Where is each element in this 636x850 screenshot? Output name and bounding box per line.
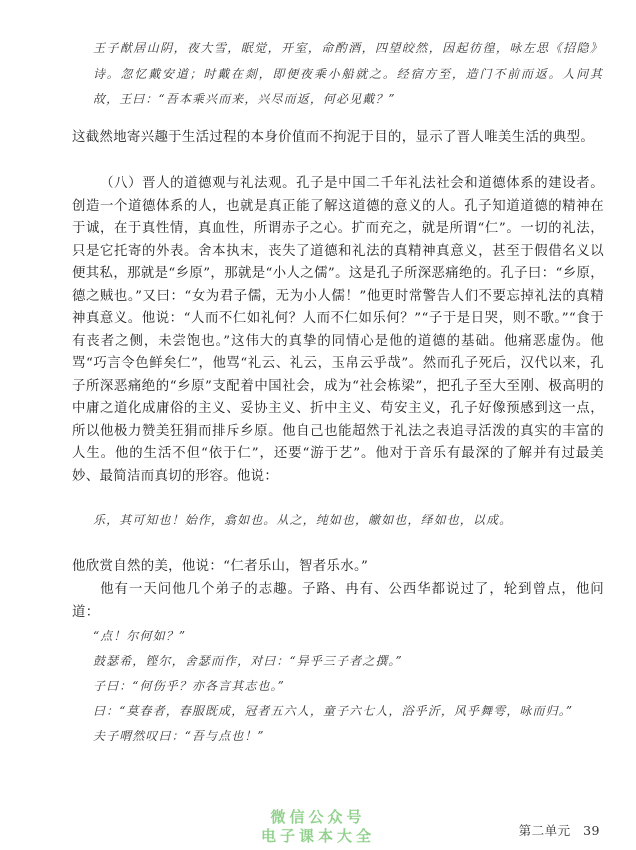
quote-on-music: 乐，其可知也！始作，翕如也。从之，纯如也，皦如也，绎如也，以成。 bbox=[93, 513, 513, 527]
dialogue-line: 子曰：“何伤乎？亦各言其志也。” bbox=[93, 679, 285, 693]
paragraph-disciples-aims: 他有一天问他几个弟子的志趣。子路、冉有、公西华都说过了，轮到曾点，他问道： bbox=[72, 582, 604, 620]
paragraph-aesthetic-life: 这截然地寄兴趣于生活过程的本身价值而不拘泥于目的，显示了晋人唯美生活的典型。 bbox=[72, 130, 595, 145]
dialogue-block bbox=[93, 624, 603, 749]
dialogue-line: 鼓瑟希，铿尔，舍瑟而作，对曰：“异乎三子者之撰。” bbox=[93, 654, 403, 668]
quote-wang-ziyou: 王子猷居山阴，夜大雪，眠觉，开室，命酌酒，四望皎然，因起彷徨，咏左思《招隐》诗。忽忆戴安道；时戴在剡，即便夜乘小船就之。经宿方至，造门不前而返。人问其故，王曰：“吾本乘兴而来，兴尽而返，何必见戴？” bbox=[93, 41, 603, 106]
unit-label: 第二单元 bbox=[518, 823, 571, 838]
paragraph-nature-beauty: 他欣赏自然的美，他说：“仁者乐山，智者乐水。” bbox=[72, 559, 369, 574]
page-number: 39 bbox=[583, 823, 600, 838]
paragraph-morality-and-ritual: （八）晋人的道德观与礼法观。孔子是中国二千年礼法社会和道德体系的建设者。创造一个道德体系的人，也就是真正能了解这道德的意义的人。孔子知道道德的精神在于诚，在于真性情，真血性，所谓赤子之心。扩而充之，就是所谓“仁”。一切的礼法，只是它托寄的外表。舍本执末，丧失了道德和礼法的真精神真意义，甚至于假借名义以便其私，那就是“乡原”，那就是“小人之儒”。这是孔子所深恶痛绝的。孔子曰：“乡原，德之贼也。”又曰：“女为君子儒，无为小人儒！”他更时常警告人们不要忘掉礼法的真精神真意义。他说：“人而不仁如礼何？人而不仁如乐何？”“子于是日哭，则不歌。”“食于有丧者之侧，未尝饱也。”这伟大的真挚的同情心是他的道德的基础。他痛恶虚伪。他骂“巧言令色鲜矣仁”，他骂“礼云、礼云，玉帛云乎哉”。然而孔子死后，汉代以来，孔子所深恶痛绝的“乡原”支配着中国社会，成为“社会栋梁”，把孔子至大至刚、极高明的中庸之道化成庸俗的主义、妥协主义、折中主义、苟安主义，孔子好像预感到这一点，所以他极力赞美狂狷而排斥乡原。他自己也能超然于礼法之表追寻活泼的真实的丰富的人生。他的生活不但“依于仁”，还要“游于艺”。他对于音乐有最深的了解并有过最美妙、最简洁而真切的形容。他说： bbox=[72, 176, 604, 484]
dialogue-line: 夫子喟然叹曰：“吾与点也！” bbox=[93, 729, 265, 743]
dialogue-line: “点！尔何如？” bbox=[93, 629, 187, 643]
dialogue-line: 曰：“莫春者，春服既成，冠者五六人，童子六七人，浴乎沂，风乎舞雩，咏而归。” bbox=[93, 704, 574, 718]
watermark-line-2: 电子课本大全 bbox=[260, 827, 375, 845]
watermark-line-1: 微信公众号 bbox=[270, 808, 366, 826]
page-footer bbox=[511, 821, 600, 839]
